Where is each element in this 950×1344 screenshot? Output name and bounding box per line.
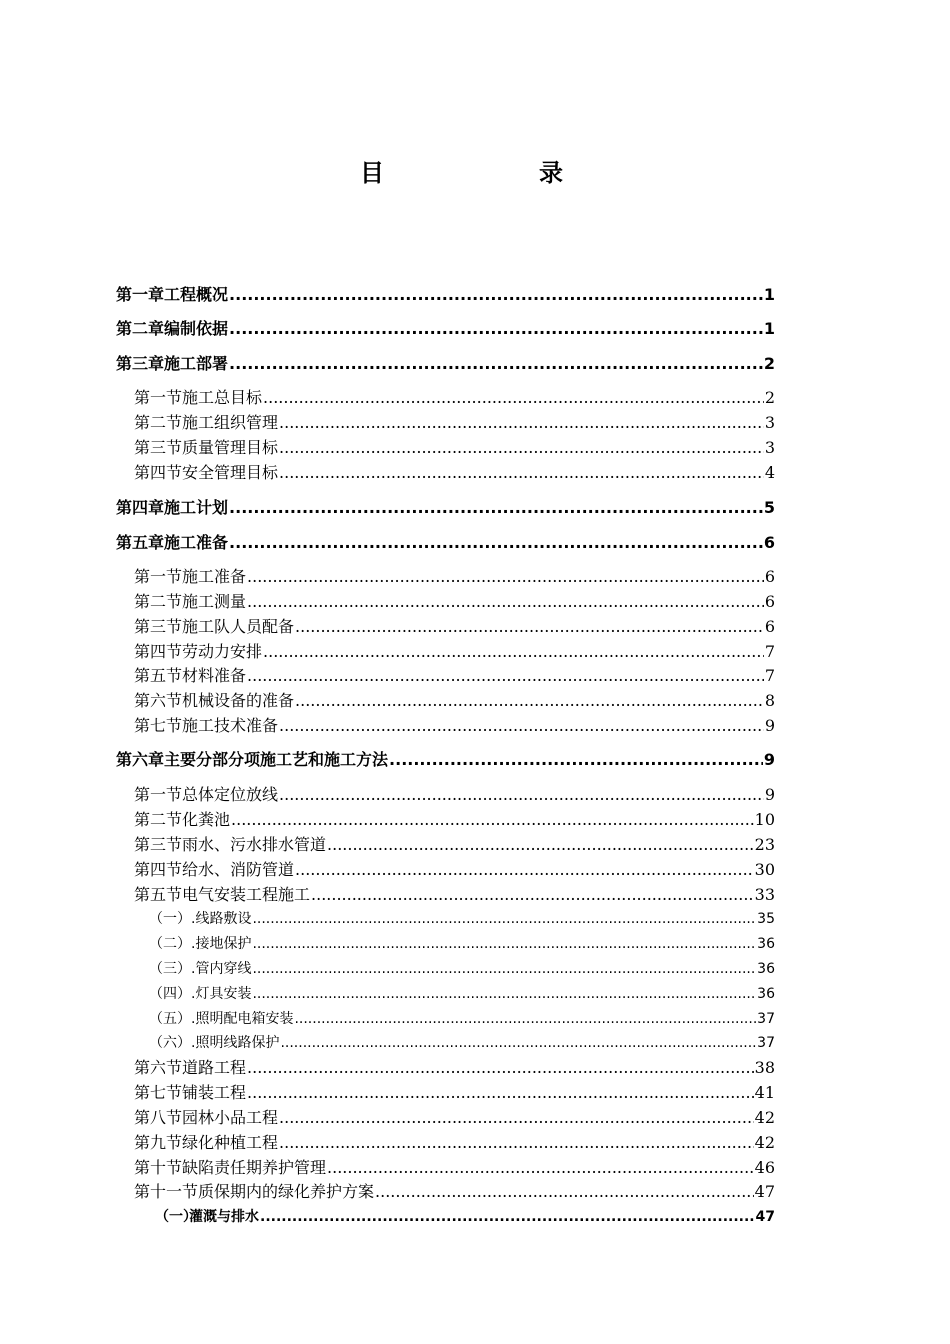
toc-leader [229, 531, 763, 555]
toc-number: 第三节 [134, 438, 183, 457]
toc-number: 第二章 [116, 319, 165, 338]
toc-number: 第七节 [134, 1083, 183, 1102]
toc-label: 给水、消防管道 [182, 860, 295, 879]
toc-page-number: 9 [763, 750, 775, 769]
toc-entry-subsection[interactable] [149, 907, 775, 931]
toc-entry-section[interactable] [134, 689, 775, 713]
toc-label: 施工测量 [182, 592, 247, 611]
toc-label: 施工部署 [164, 354, 229, 373]
toc-number: 第九节 [134, 1133, 183, 1152]
toc-page-number: 7 [764, 666, 775, 685]
toc-leader [279, 1106, 754, 1130]
toc-label: 安全管理目标 [182, 463, 279, 482]
toc-leader [229, 283, 763, 307]
toc-leader [247, 1081, 754, 1105]
toc-entry-section[interactable] [134, 1131, 775, 1155]
toc-page-number: 8 [764, 691, 775, 710]
toc-entry-section[interactable] [134, 833, 775, 857]
toc-leader [247, 1056, 754, 1080]
toc-label: 照明配电箱安装 [195, 1011, 294, 1027]
toc-number: 第五节 [134, 885, 183, 904]
toc-number: 第二节 [134, 592, 183, 611]
toc-label: 缺陷责任期养护管理 [182, 1158, 327, 1177]
toc-page-number: 2 [764, 388, 775, 407]
toc-leader [375, 1180, 754, 1204]
toc-entry-section[interactable] [134, 783, 775, 807]
toc-leader [311, 883, 754, 907]
toc-entry-section[interactable] [134, 664, 775, 688]
toc-entry-section[interactable] [134, 808, 775, 832]
toc-label: 化粪池 [182, 810, 231, 829]
toc-page-number: 23 [754, 835, 775, 854]
toc-leader [247, 664, 764, 688]
toc-label: 电气安装工程施工 [182, 885, 311, 904]
toc-entry-chapter[interactable] [116, 352, 775, 376]
toc-label: 机械设备的准备 [182, 691, 295, 710]
toc-label: 施工准备 [164, 533, 229, 552]
toc-page-number: 30 [754, 860, 775, 879]
toc-number: 第一节 [134, 567, 183, 586]
toc-leader [279, 436, 764, 460]
toc-entry-subsection[interactable] [149, 957, 775, 981]
toc-number: 第二节 [134, 413, 183, 432]
toc-leader [260, 1205, 755, 1229]
toc-number: 第十一节 [134, 1182, 199, 1201]
toc-number: 第三节 [134, 835, 183, 854]
toc-page-number: 46 [754, 1158, 775, 1177]
toc-number: 第五章 [116, 533, 165, 552]
toc-page-number: 42 [754, 1108, 775, 1127]
toc-entry-subsection[interactable] [149, 932, 775, 956]
toc-entry-section[interactable] [134, 411, 775, 435]
toc-page-number: 9 [764, 716, 775, 735]
toc-number: 第四节 [134, 860, 183, 879]
toc-label: 施工总目标 [182, 388, 263, 407]
toc-leader [389, 748, 763, 772]
toc-label: 铺装工程 [182, 1083, 247, 1102]
toc-page-number: 5 [763, 498, 775, 517]
toc-leader [231, 808, 754, 832]
toc-page-number: 6 [763, 533, 775, 552]
toc-entry-section[interactable] [134, 1180, 775, 1204]
toc-page-number: 33 [754, 885, 775, 904]
toc-label: 施工组织管理 [182, 413, 279, 432]
toc-number: 第一节 [134, 388, 183, 407]
toc-leader [279, 783, 764, 807]
toc-leader [263, 386, 764, 410]
toc-entry-section[interactable] [134, 1081, 775, 1105]
toc-page-number: 36 [757, 961, 775, 977]
toc-number: 第八节 [134, 1108, 183, 1127]
toc-label: 质保期内的绿化养护方案 [198, 1182, 375, 1201]
toc-page-number: 38 [754, 1058, 775, 1077]
toc-number: （三）. [149, 961, 196, 977]
toc-entry-section[interactable] [134, 858, 775, 882]
toc-leader [229, 317, 763, 341]
toc-entry-section[interactable] [134, 565, 775, 589]
toc-page-number: 4 [764, 463, 775, 482]
toc-entry-chapter[interactable] [116, 283, 775, 307]
toc-label: 线路敷设 [195, 911, 252, 927]
toc-entry-section[interactable] [134, 640, 775, 664]
toc-title-char-1: 目 [360, 159, 384, 187]
toc-page-number: 2 [763, 354, 775, 373]
toc-leader [294, 1007, 756, 1031]
toc-leader [229, 496, 763, 520]
toc-title [0, 155, 950, 191]
toc-number: 第六节 [134, 1058, 183, 1077]
toc-entry-section[interactable] [134, 590, 775, 614]
toc-label: 材料准备 [182, 666, 247, 685]
toc-number: （二）. [149, 936, 196, 952]
toc-leader [279, 411, 764, 435]
toc-page-number: 7 [764, 642, 775, 661]
toc-page-number: 3 [764, 438, 775, 457]
toc-page-number: 1 [763, 285, 775, 304]
toc-entry-subsection[interactable] [149, 1031, 775, 1055]
toc-page-number: 6 [764, 617, 775, 636]
toc-leader [247, 590, 764, 614]
toc-leader [295, 615, 764, 639]
toc-label: 施工准备 [182, 567, 247, 586]
toc-number: （一）. [149, 911, 196, 927]
toc-label: 管内穿线 [195, 961, 252, 977]
toc-entry-chapter[interactable] [116, 317, 775, 341]
toc-label: 编制依据 [164, 319, 229, 338]
toc-entry-subsection[interactable] [149, 982, 775, 1006]
toc-leader [295, 858, 754, 882]
toc-number: 第二节 [134, 810, 183, 829]
toc-label: 主要分部分项施工艺和施工方法 [164, 750, 389, 769]
toc-number: 第七节 [134, 716, 183, 735]
toc-entry-chapter[interactable] [116, 748, 775, 772]
toc-leader [295, 689, 764, 713]
toc-entry-section[interactable] [134, 1106, 775, 1130]
toc-page-number: 36 [757, 936, 775, 952]
toc-entry-section[interactable] [134, 436, 775, 460]
toc-leader [252, 982, 756, 1006]
toc-entry-section[interactable] [134, 461, 775, 485]
toc-leader [263, 640, 764, 664]
toc-label: 道路工程 [182, 1058, 247, 1077]
toc-page-number: 35 [757, 911, 775, 927]
toc-number: （一） [155, 1209, 197, 1225]
toc-label: 绿化种植工程 [182, 1133, 279, 1152]
toc-number: 第一节 [134, 785, 183, 804]
toc-leader [327, 833, 754, 857]
toc-leader [279, 461, 764, 485]
toc-label: 劳动力安排 [182, 642, 263, 661]
toc-label: 雨水、污水排水管道 [182, 835, 327, 854]
toc-leader [252, 932, 756, 956]
toc-number: 第五节 [134, 666, 183, 685]
toc-entry-section[interactable] [134, 615, 775, 639]
toc-number: 第三节 [134, 617, 183, 636]
toc-leader [247, 565, 764, 589]
toc-label: 照明线路保护 [195, 1035, 280, 1051]
toc-number: （四）. [149, 986, 196, 1002]
toc-label: 园林小品工程 [182, 1108, 279, 1127]
toc-label: 施工计划 [164, 498, 229, 517]
toc-page-number: 47 [754, 1182, 775, 1201]
toc-number: （五）. [149, 1011, 196, 1027]
toc-entry-section[interactable] [134, 1056, 775, 1080]
toc-page-number: 3 [764, 413, 775, 432]
toc-label: 工程概况 [164, 285, 229, 304]
toc-number: 第四章 [116, 498, 165, 517]
toc-entry-section[interactable] [134, 714, 775, 738]
toc-entry-section[interactable] [134, 1156, 775, 1180]
toc-label: 质量管理目标 [182, 438, 279, 457]
toc-number: 第十节 [134, 1158, 183, 1177]
toc-label: 灌溉与排水 [189, 1209, 259, 1225]
toc-number: 第六节 [134, 691, 183, 710]
toc-label: 施工技术准备 [182, 716, 279, 735]
toc-entry-chapter[interactable] [116, 531, 775, 555]
toc-number: 第四节 [134, 463, 183, 482]
toc-page-number: 36 [757, 986, 775, 1002]
toc-label: 施工队人员配备 [182, 617, 295, 636]
toc-label: 接地保护 [195, 936, 252, 952]
toc-label: 灯具安装 [195, 986, 252, 1002]
toc-page-number: 6 [764, 567, 775, 586]
toc-leader [280, 1031, 756, 1055]
toc-page-number: 37 [757, 1011, 775, 1027]
toc-number: 第一章 [116, 285, 165, 304]
toc-page-number: 41 [754, 1083, 775, 1102]
toc-entry-section[interactable] [134, 883, 775, 907]
toc-page-number: 1 [763, 319, 775, 338]
toc-leader [327, 1156, 754, 1180]
toc-entry-subsection[interactable] [155, 1205, 775, 1229]
toc-page-number: 37 [757, 1035, 775, 1051]
toc-number: 第四节 [134, 642, 183, 661]
toc-page-number: 9 [764, 785, 775, 804]
toc-number: （六）. [149, 1035, 196, 1051]
toc-number: 第六章 [116, 750, 165, 769]
toc-entry-chapter[interactable] [116, 496, 775, 520]
toc-entry-section[interactable] [134, 386, 775, 410]
toc-page-number: 6 [764, 592, 775, 611]
toc-number: 第三章 [116, 354, 165, 373]
toc-page-number: 42 [754, 1133, 775, 1152]
toc-leader [252, 907, 756, 931]
toc-leader [229, 352, 763, 376]
toc-leader [279, 1131, 754, 1155]
toc-leader [252, 957, 756, 981]
toc-entry-subsection[interactable] [149, 1007, 775, 1031]
toc-page-number: 47 [755, 1209, 775, 1225]
toc-title-char-2: 录 [539, 159, 563, 187]
toc-page-number: 10 [754, 810, 775, 829]
toc-leader [279, 714, 764, 738]
toc-label: 总体定位放线 [182, 785, 279, 804]
